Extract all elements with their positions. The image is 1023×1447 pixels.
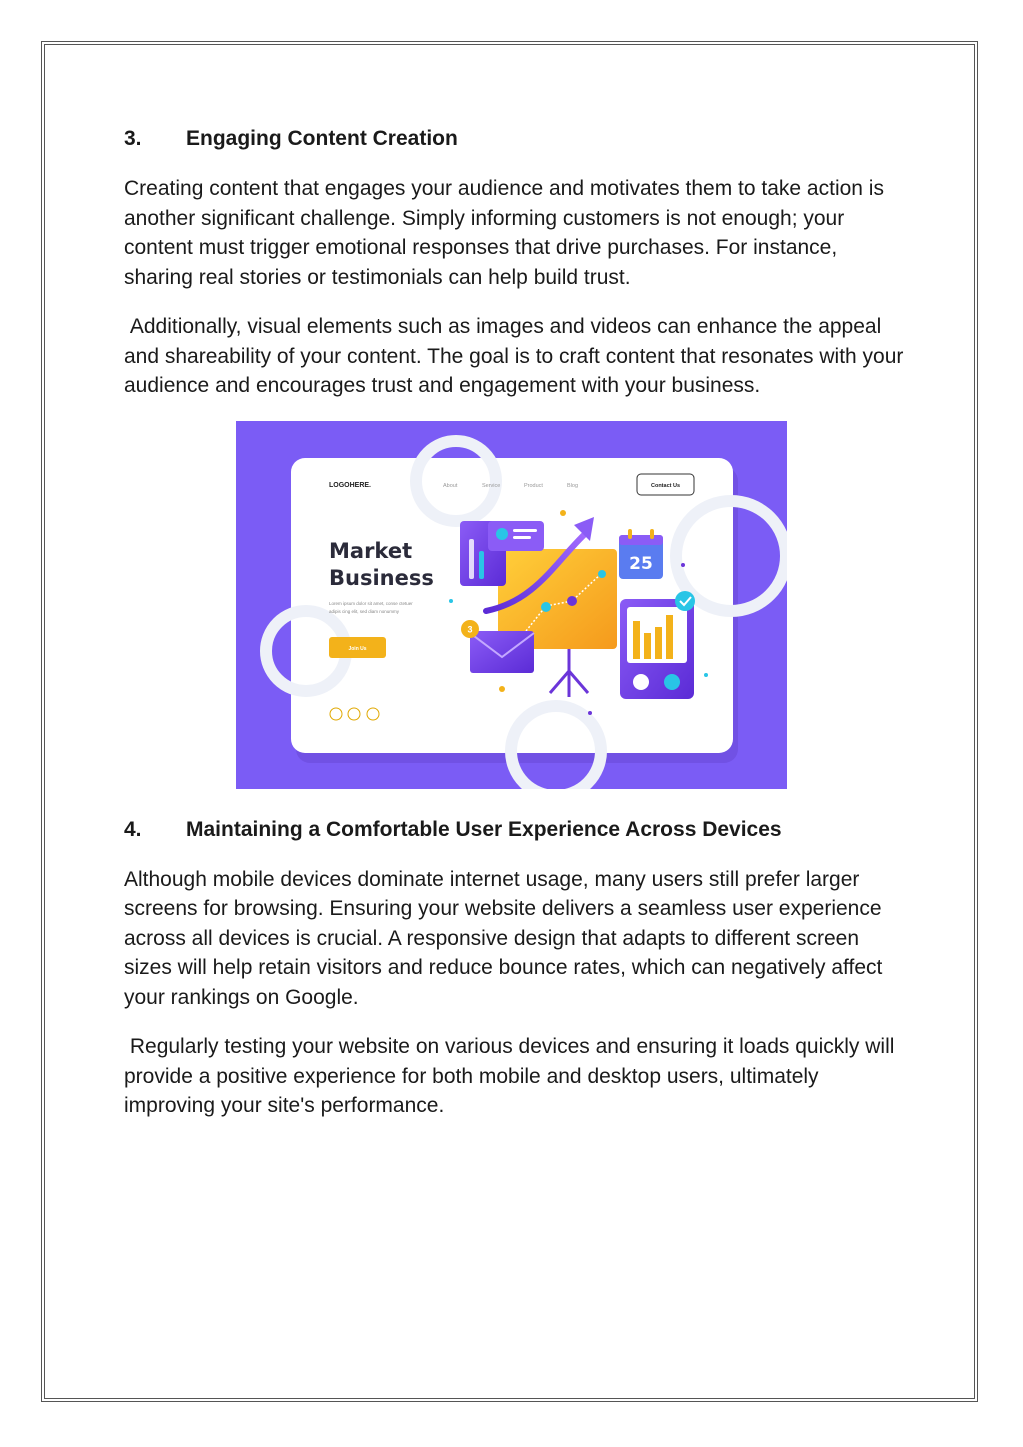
profile-line [513,536,531,539]
decor-dot [499,686,505,692]
pie-chart-icon [664,674,680,690]
section-3-paragraph-1: Creating content that engages your audience and motivates them to take action is another significant challenge. Simply informing customers is not enough; your content must trigger emotional responses that drive purchases. For instance, sharing real stories or testimonials can help build trust. [124,177,884,289]
check-badge-icon [675,591,695,611]
nav-blog: Blog [567,482,579,489]
market-business-illustration [236,421,787,789]
report-bar [633,621,640,659]
board-point [567,596,577,606]
decor-dot [560,510,566,516]
report-bar [644,633,651,659]
board-point [541,602,551,612]
section-4-paragraph-2: Regularly testing your website on various devices and ensuring it loads quickly will provide a positive experience for both mobile and desktop users, ultimately improving your site's performance. [124,1035,901,1117]
report-bar [655,627,662,659]
section-4-number: 4. [124,817,142,841]
join-button-label: Join Us [348,645,367,652]
board-point [598,570,606,578]
stats-bar [469,539,474,579]
lorem-line-2: adipis cing elit, sed diam nonummy [329,608,400,614]
section-3-paragraph-2: Additionally, visual elements such as images and videos can enhance the appeal and shareability of your content. The goal is to craft content that resonates with your audience and encourages trust and engagement with your business. [124,315,910,397]
section-3-heading [124,124,904,154]
document-body [124,124,910,1141]
decor-dot [704,673,708,677]
headline-business: Business [329,565,434,590]
contact-button-label: Contact Us [650,482,681,489]
calendar-number: 25 [629,553,653,574]
logo-text: LOGOHERE. [329,481,372,489]
calendar-ring [628,529,632,539]
section-4-paragraph-1: Although mobile devices dominate internet usage, many users still prefer larger screens for browsing. Ensuring your website delivers a seamless user experience across all devices is crucial. A responsive design that adapts to different screen sizes will help retain visitors and reduce bounce rates, which can negatively affect your rankings on Google. [124,867,883,1009]
section-4-heading [124,815,904,845]
nav-about: About [443,482,458,489]
decor-dot [588,711,592,715]
section-3-number: 3. [124,127,142,150]
decor-dot [449,599,453,603]
report-bar [666,615,673,659]
calendar-ring [650,529,654,539]
decor-dot [681,563,685,567]
stats-bar [479,551,484,579]
section-4-title: Maintaining a Comfortable User Experience Across Devices [186,817,782,841]
calendar-header [619,535,663,545]
nav-product: Product [524,482,543,489]
nav-service: Service [482,482,501,489]
pie-chart-icon [633,674,649,690]
notification-badge-number: 3 [467,624,473,634]
profile-avatar-icon [496,528,508,540]
profile-line [513,529,537,532]
headline-market: Market [329,538,413,563]
envelope-icon [470,631,534,673]
section-3-title: Engaging Content Creation [186,127,458,150]
lorem-line-1: Lorem ipsum dolor sit amet, conse ctetuer [329,600,413,606]
